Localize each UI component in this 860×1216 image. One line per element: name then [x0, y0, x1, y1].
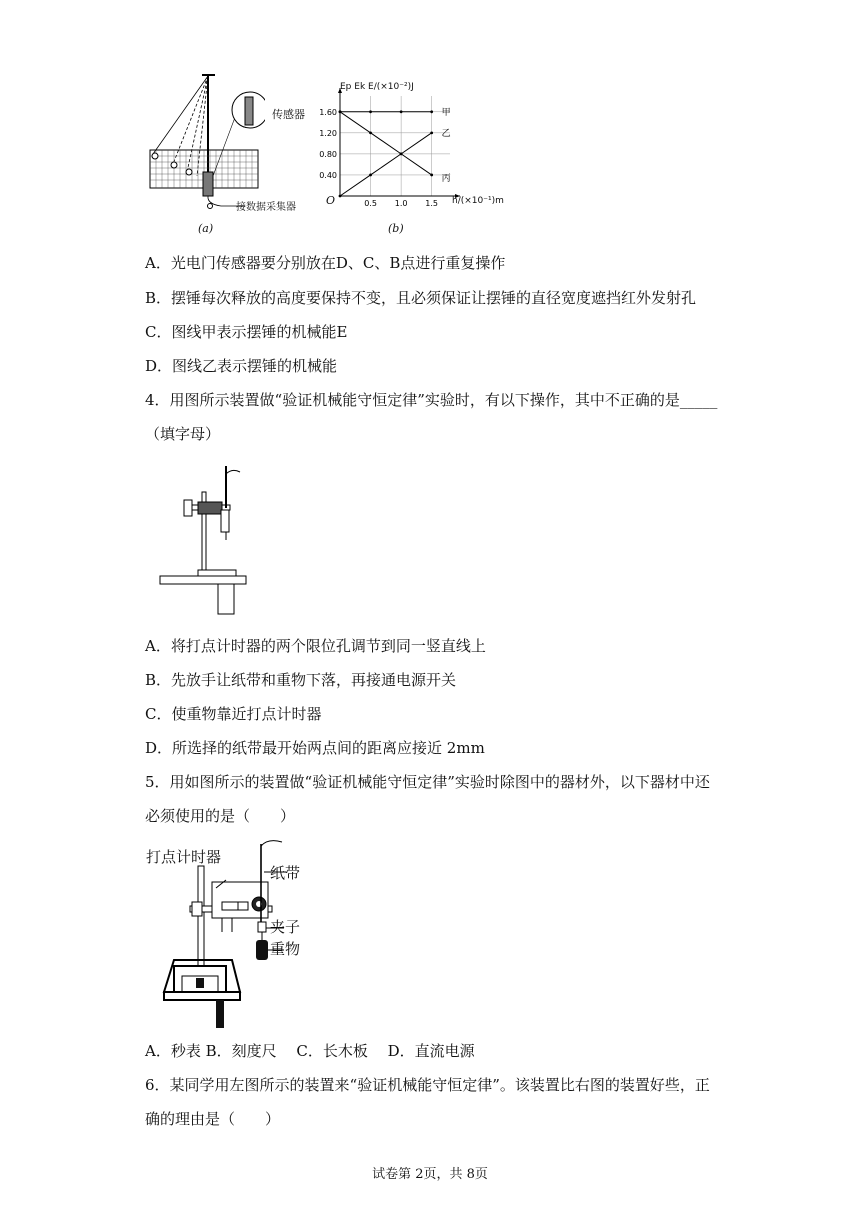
q3-option-d: D．图线乙表示摆锤的机械能: [145, 357, 338, 375]
series-label: 丙: [441, 173, 451, 184]
q5-options: A．秒表 B．刻度尺 C．长木板 D．直流电源: [145, 1042, 475, 1060]
data-point: [369, 174, 372, 177]
q3-option-c: C．图线甲表示摆锤的机械能E: [145, 323, 348, 341]
tape-label: 纸带: [270, 864, 301, 882]
page-footer: 试卷第 2页，共 8页: [372, 1167, 488, 1182]
series-line: [340, 133, 432, 196]
chart-x-axis-label: h/(×10⁻¹)m: [452, 196, 504, 206]
q3-option-a: A．光电门传感器要分别放在D、C、B点进行重复操作: [145, 254, 506, 272]
figure-b-caption: (b): [388, 222, 404, 235]
clip-label: 夹子: [270, 918, 301, 936]
data-point: [430, 110, 433, 113]
q4-stem-line1: 4．用图所示装置做“验证机械能守恒定律”实验时，有以下操作，其中不正确的是_____: [145, 391, 718, 409]
series-label: 甲: [441, 107, 451, 118]
q4-option-c: C．使重物靠近打点计时器: [145, 705, 322, 723]
y-tick-label: 1.60: [319, 107, 337, 117]
q4-option-a: A．将打点计时器的两个限位孔调节到同一竖直线上: [145, 637, 486, 655]
q3-option-b: B．摆锤每次释放的高度要保持不变，且必须保证让摆锤的直径宽度遮挡红外发射孔: [145, 289, 697, 307]
q4-option-b: B．先放手让纸带和重物下落，再接通电源开关: [145, 671, 457, 689]
data-point: [339, 110, 342, 113]
q6-stem-line2: 确的理由是（ ）: [145, 1110, 281, 1128]
x-tick-label: 1.5: [425, 199, 439, 208]
q4-stem-line2: （填字母）: [145, 425, 221, 443]
figure-b-energy-chart: [318, 78, 498, 238]
y-tick-label: 0.40: [319, 170, 337, 180]
figure-q4-apparatus: [158, 462, 248, 622]
data-point: [400, 152, 403, 155]
q5-stem-line1: 5．用如图所示的装置做“验证机械能守恒定律”实验时除图中的器材外，以下器材中还: [145, 773, 710, 791]
series-label: 乙: [441, 128, 451, 139]
data-point: [369, 131, 372, 134]
timer-label: 打点计时器: [146, 848, 222, 866]
weight-label: 重物: [270, 940, 301, 958]
chart-origin-label: O: [326, 194, 336, 207]
data-point: [339, 195, 342, 198]
y-tick-label: 1.20: [319, 128, 337, 138]
q6-stem-line1: 6．某同学用左图所示的装置来“验证机械能守恒定律”。该装置比右图的装置好些，正: [145, 1076, 710, 1094]
chart-y-axis-label: Ep Ek E/(×10⁻²)J: [340, 82, 414, 92]
x-tick-label: 0.5: [364, 199, 377, 208]
data-point: [369, 110, 372, 113]
q5-stem-line2: 必须使用的是（ ）: [145, 807, 296, 825]
sensor-label: 传感器: [272, 108, 305, 121]
data-point: [430, 174, 433, 177]
data-point: [430, 131, 433, 134]
series-line: [340, 112, 432, 175]
q4-option-d: D．所选择的纸带最开始两点间的距离应接近 2mm: [145, 739, 485, 757]
collector-label: 接数据采集器: [236, 202, 296, 213]
figure-a-caption: (a): [198, 222, 214, 235]
data-point: [400, 110, 403, 113]
y-tick-label: 0.80: [319, 149, 337, 159]
x-tick-label: 1.0: [394, 199, 408, 208]
